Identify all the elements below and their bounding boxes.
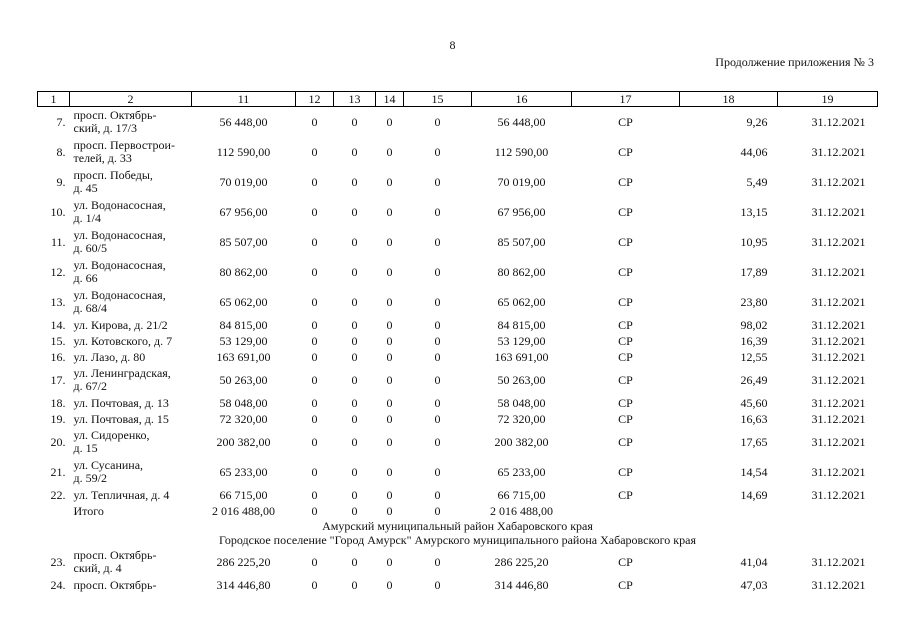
date-cell: 31.12.2021	[811, 349, 866, 364]
date-cell: 31.12.2021	[811, 487, 866, 502]
value-cell: 0	[434, 294, 441, 309]
row-number: 18.	[50, 395, 66, 410]
date-cell: 31.12.2021	[811, 204, 866, 219]
value-cell: 0	[434, 234, 441, 249]
ratio-cell	[680, 503, 778, 519]
header-row	[38, 92, 878, 107]
funding-source-cell: СР	[618, 204, 633, 219]
value-cell: 0	[351, 144, 358, 159]
column-header: 17	[572, 92, 680, 107]
address-cell: ул. Водонасосная, д. 1/4	[73, 198, 166, 225]
value-cell: 0	[311, 114, 318, 129]
address-cell: ул. Сусанина, д. 59/2	[73, 458, 144, 485]
table-row	[38, 137, 878, 167]
column-header: 1	[38, 92, 70, 107]
date-cell: 31.12.2021	[811, 577, 866, 592]
date-cell: 31.12.2021	[811, 144, 866, 159]
value-cell: 0	[311, 487, 318, 502]
table-row	[38, 577, 878, 593]
funding-source-cell: СР	[618, 294, 633, 309]
settlement-heading	[38, 533, 878, 547]
ratio-cell: 13,15	[740, 204, 768, 219]
row-number: 23.	[50, 554, 66, 569]
row-number: 15.	[50, 333, 66, 348]
funding-source-cell: СР	[618, 349, 633, 364]
ratio-cell: 23,80	[740, 294, 768, 309]
column-header: 15	[404, 92, 472, 107]
value-cell: 0	[351, 174, 358, 189]
total-amount-cell: 56 448,00	[497, 114, 546, 129]
value-cell: 0	[351, 464, 358, 479]
funding-source-cell: СР	[618, 234, 633, 249]
amount-cell: 84 815,00	[219, 317, 268, 332]
column-header: 19	[778, 92, 878, 107]
amount-cell: 53 129,00	[219, 333, 268, 348]
amount-cell: 58 048,00	[219, 395, 268, 410]
ratio-cell: 16,63	[740, 411, 768, 426]
value-cell: 0	[311, 577, 318, 592]
total-amount-cell: 85 507,00	[497, 234, 546, 249]
amount-cell: 2 016 488,00	[212, 503, 275, 518]
amount-cell: 112 590,00	[216, 144, 271, 159]
total-amount-cell: 70 019,00	[497, 174, 546, 189]
row-number: 17.	[50, 372, 66, 387]
funding-source-cell: СР	[618, 264, 633, 279]
amount-cell: 56 448,00	[219, 114, 268, 129]
amount-cell: 70 019,00	[219, 174, 268, 189]
value-cell: 0	[351, 411, 358, 426]
value-cell: 0	[434, 317, 441, 332]
address-cell: ул. Сидоренко, д. 15	[73, 428, 150, 455]
address-cell: ул. Тепличная, д. 4	[73, 487, 170, 502]
funding-source-cell: СР	[618, 174, 633, 189]
date-cell: 31.12.2021	[811, 333, 866, 348]
value-cell: 0	[311, 264, 318, 279]
value-cell: 0	[351, 234, 358, 249]
ratio-cell: 12,55	[740, 349, 768, 364]
value-cell: 0	[386, 411, 393, 426]
row-number	[38, 503, 70, 519]
page-number: 8	[449, 38, 456, 52]
column-header: 12	[296, 92, 334, 107]
amount-cell: 65 233,00	[219, 464, 268, 479]
value-cell: 0	[311, 411, 318, 426]
total-amount-cell: 72 320,00	[497, 411, 546, 426]
value-cell: 0	[351, 372, 358, 387]
value-cell: 0	[434, 464, 441, 479]
row-number: 12.	[50, 264, 66, 279]
row-number: 19.	[50, 411, 66, 426]
amount-cell: 67 956,00	[219, 204, 268, 219]
value-cell: 0	[311, 317, 318, 332]
date-cell: 31.12.2021	[811, 395, 866, 410]
value-cell: 0	[351, 204, 358, 219]
amount-cell: 286 225,20	[216, 554, 271, 569]
date-cell: 31.12.2021	[811, 411, 866, 426]
funding-source-cell: СР	[618, 577, 633, 592]
value-cell: 0	[386, 554, 393, 569]
ratio-cell: 26,49	[740, 372, 768, 387]
value-cell: 0	[434, 487, 441, 502]
amount-cell: 85 507,00	[219, 234, 268, 249]
table-row	[38, 107, 878, 138]
value-cell: 0	[386, 234, 393, 249]
value-cell: 0	[386, 395, 393, 410]
total-label: Итого	[73, 503, 104, 518]
amount-cell: 65 062,00	[219, 294, 268, 309]
address-cell: ул. Котовского, д. 7	[73, 333, 173, 348]
settlement-heading-text: Городское поселение "Город Амурск" Амурского муниципального района Хабаровского края	[219, 533, 696, 547]
total-amount-cell: 50 263,00	[497, 372, 546, 387]
row-number: 11.	[50, 234, 66, 249]
value-cell: 0	[434, 503, 441, 518]
column-header: 16	[472, 92, 572, 107]
address-cell: просп. Победы, д. 45	[73, 168, 153, 195]
value-cell: 0	[311, 434, 318, 449]
row-number: 14.	[50, 317, 66, 332]
total-amount-cell: 65 062,00	[497, 294, 546, 309]
total-amount-cell: 112 590,00	[494, 144, 549, 159]
ratio-cell: 14,69	[740, 487, 768, 502]
value-cell: 0	[386, 264, 393, 279]
ratio-cell: 98,02	[740, 317, 768, 332]
ratio-cell: 47,03	[740, 577, 768, 592]
funding-source-cell: СР	[618, 464, 633, 479]
table-row	[38, 365, 878, 395]
value-cell: 0	[351, 294, 358, 309]
value-cell: 0	[434, 144, 441, 159]
total-amount-cell: 286 225,20	[494, 554, 549, 569]
data-table	[37, 91, 878, 593]
value-cell: 0	[311, 144, 318, 159]
address-cell: просп. Октябрь- ский, д. 4	[73, 548, 157, 575]
table-row	[38, 547, 878, 577]
value-cell: 0	[434, 349, 441, 364]
total-amount-cell: 65 233,00	[497, 464, 546, 479]
address-cell: ул. Водонасосная, д. 60/5	[73, 228, 166, 255]
amount-cell: 66 715,00	[219, 487, 268, 502]
funding-source-cell: СР	[618, 114, 633, 129]
value-cell: 0	[434, 372, 441, 387]
table-row	[38, 287, 878, 317]
total-row	[38, 503, 878, 519]
column-header: 14	[376, 92, 404, 107]
date-cell: 31.12.2021	[811, 434, 866, 449]
amount-cell: 200 382,00	[216, 434, 271, 449]
table-row	[38, 333, 878, 349]
value-cell: 0	[386, 434, 393, 449]
funding-source-cell: СР	[618, 144, 633, 159]
date-cell: 31.12.2021	[811, 554, 866, 569]
date-cell: 31.12.2021	[811, 264, 866, 279]
date-cell: 31.12.2021	[811, 294, 866, 309]
funding-source-cell: СР	[618, 333, 633, 348]
table-row	[38, 349, 878, 365]
row-number: 21.	[50, 464, 66, 479]
ratio-cell: 14,54	[740, 464, 768, 479]
date-cell: 31.12.2021	[811, 317, 866, 332]
table-row	[38, 197, 878, 227]
ratio-cell: 45,60	[740, 395, 768, 410]
value-cell: 0	[434, 204, 441, 219]
funding-source-cell: СР	[618, 395, 633, 410]
ratio-cell: 41,04	[740, 554, 768, 569]
table-row	[38, 167, 878, 197]
row-number: 24.	[50, 577, 66, 592]
funding-source-cell: СР	[618, 317, 633, 332]
value-cell: 0	[386, 349, 393, 364]
value-cell: 0	[386, 174, 393, 189]
table-row	[38, 227, 878, 257]
row-number: 9.	[56, 174, 66, 189]
total-amount-cell: 66 715,00	[497, 487, 546, 502]
amount-cell: 163 691,00	[216, 349, 271, 364]
funding-source-cell: СР	[618, 411, 633, 426]
value-cell: 0	[311, 349, 318, 364]
ratio-cell: 44,06	[740, 144, 768, 159]
ratio-cell: 17,65	[740, 434, 768, 449]
value-cell: 0	[434, 434, 441, 449]
column-header: 18	[680, 92, 778, 107]
value-cell: 0	[434, 395, 441, 410]
total-amount-cell: 163 691,00	[494, 349, 549, 364]
table-row	[38, 257, 878, 287]
row-number: 16.	[50, 349, 66, 364]
ratio-cell: 5,49	[746, 174, 768, 189]
date-cell: 31.12.2021	[811, 234, 866, 249]
date-cell	[778, 503, 878, 519]
value-cell: 0	[351, 395, 358, 410]
row-number: 7.	[56, 114, 66, 129]
ratio-cell: 9,26	[746, 114, 768, 129]
row-number: 10.	[50, 204, 66, 219]
value-cell: 0	[351, 487, 358, 502]
table-row	[38, 487, 878, 503]
value-cell: 0	[386, 487, 393, 502]
value-cell: 0	[434, 174, 441, 189]
value-cell: 0	[311, 204, 318, 219]
table-row	[38, 457, 878, 487]
funding-source-cell: СР	[618, 487, 633, 502]
funding-source-cell: СР	[618, 554, 633, 569]
value-cell: 0	[351, 317, 358, 332]
address-cell: ул. Лазо, д. 80	[73, 349, 146, 364]
amount-cell: 80 862,00	[219, 264, 268, 279]
row-number: 13.	[50, 294, 66, 309]
total-amount-cell: 80 862,00	[497, 264, 546, 279]
column-header: 11	[192, 92, 296, 107]
address-cell: просп. Октябрь- ский, д. 17/3	[73, 108, 157, 135]
row-number: 20.	[50, 434, 66, 449]
value-cell: 0	[351, 503, 358, 518]
funding-source-cell	[572, 503, 680, 519]
funding-source-cell: СР	[618, 434, 633, 449]
address-cell: ул. Водонасосная, д. 66	[73, 258, 166, 285]
value-cell: 0	[351, 434, 358, 449]
value-cell: 0	[311, 234, 318, 249]
address-cell: ул. Почтовая, д. 15	[73, 411, 169, 426]
value-cell: 0	[386, 114, 393, 129]
value-cell: 0	[386, 464, 393, 479]
value-cell: 0	[434, 554, 441, 569]
total-amount-cell: 53 129,00	[497, 333, 546, 348]
ratio-cell: 10,95	[740, 234, 768, 249]
table-row	[38, 411, 878, 427]
value-cell: 0	[311, 395, 318, 410]
row-number: 22.	[50, 487, 66, 502]
value-cell: 0	[351, 554, 358, 569]
address-cell: ул. Водонасосная, д. 68/4	[73, 288, 166, 315]
value-cell: 0	[386, 204, 393, 219]
table-row	[38, 317, 878, 333]
table-row	[38, 427, 878, 457]
date-cell: 31.12.2021	[811, 174, 866, 189]
value-cell: 0	[386, 317, 393, 332]
continuation-label: Продолжение приложения № 3	[715, 55, 874, 69]
district-heading	[38, 519, 878, 533]
address-cell: ул. Кирова, д. 21/2	[73, 317, 168, 332]
value-cell: 0	[351, 264, 358, 279]
ratio-cell: 16,39	[740, 333, 768, 348]
column-header: 2	[70, 92, 192, 107]
value-cell: 0	[386, 144, 393, 159]
value-cell: 0	[386, 577, 393, 592]
column-header: 13	[334, 92, 376, 107]
funding-source-cell: СР	[618, 372, 633, 387]
value-cell: 0	[434, 333, 441, 348]
value-cell: 0	[386, 333, 393, 348]
total-amount-cell: 58 048,00	[497, 395, 546, 410]
value-cell: 0	[311, 464, 318, 479]
value-cell: 0	[434, 114, 441, 129]
date-cell: 31.12.2021	[811, 114, 866, 129]
date-cell: 31.12.2021	[811, 372, 866, 387]
amount-cell: 50 263,00	[219, 372, 268, 387]
value-cell: 0	[311, 294, 318, 309]
value-cell: 0	[351, 577, 358, 592]
value-cell: 0	[311, 554, 318, 569]
value-cell: 0	[311, 174, 318, 189]
row-number: 8.	[56, 144, 66, 159]
total-amount-cell: 2 016 488,00	[490, 503, 553, 518]
value-cell: 0	[351, 333, 358, 348]
value-cell: 0	[386, 294, 393, 309]
table-row	[38, 395, 878, 411]
value-cell: 0	[311, 503, 318, 518]
address-cell: ул. Ленинградская, д. 67/2	[73, 366, 171, 393]
address-cell: просп. Первострои- телей, д. 33	[73, 138, 175, 165]
value-cell: 0	[434, 577, 441, 592]
amount-cell: 72 320,00	[219, 411, 268, 426]
value-cell: 0	[386, 372, 393, 387]
value-cell: 0	[311, 333, 318, 348]
value-cell: 0	[351, 114, 358, 129]
ratio-cell: 17,89	[740, 264, 768, 279]
total-amount-cell: 200 382,00	[494, 434, 549, 449]
value-cell: 0	[434, 264, 441, 279]
value-cell: 0	[311, 372, 318, 387]
total-amount-cell: 67 956,00	[497, 204, 546, 219]
date-cell: 31.12.2021	[811, 464, 866, 479]
total-amount-cell: 84 815,00	[497, 317, 546, 332]
address-cell: просп. Октябрь-	[73, 577, 157, 592]
value-cell: 0	[434, 411, 441, 426]
district-heading-text: Амурский муниципальный район Хабаровского края	[322, 519, 593, 533]
value-cell: 0	[351, 349, 358, 364]
address-cell: ул. Почтовая, д. 13	[73, 395, 169, 410]
total-amount-cell: 314 446,80	[494, 577, 549, 592]
amount-cell: 314 446,80	[216, 577, 271, 592]
value-cell: 0	[386, 503, 393, 518]
